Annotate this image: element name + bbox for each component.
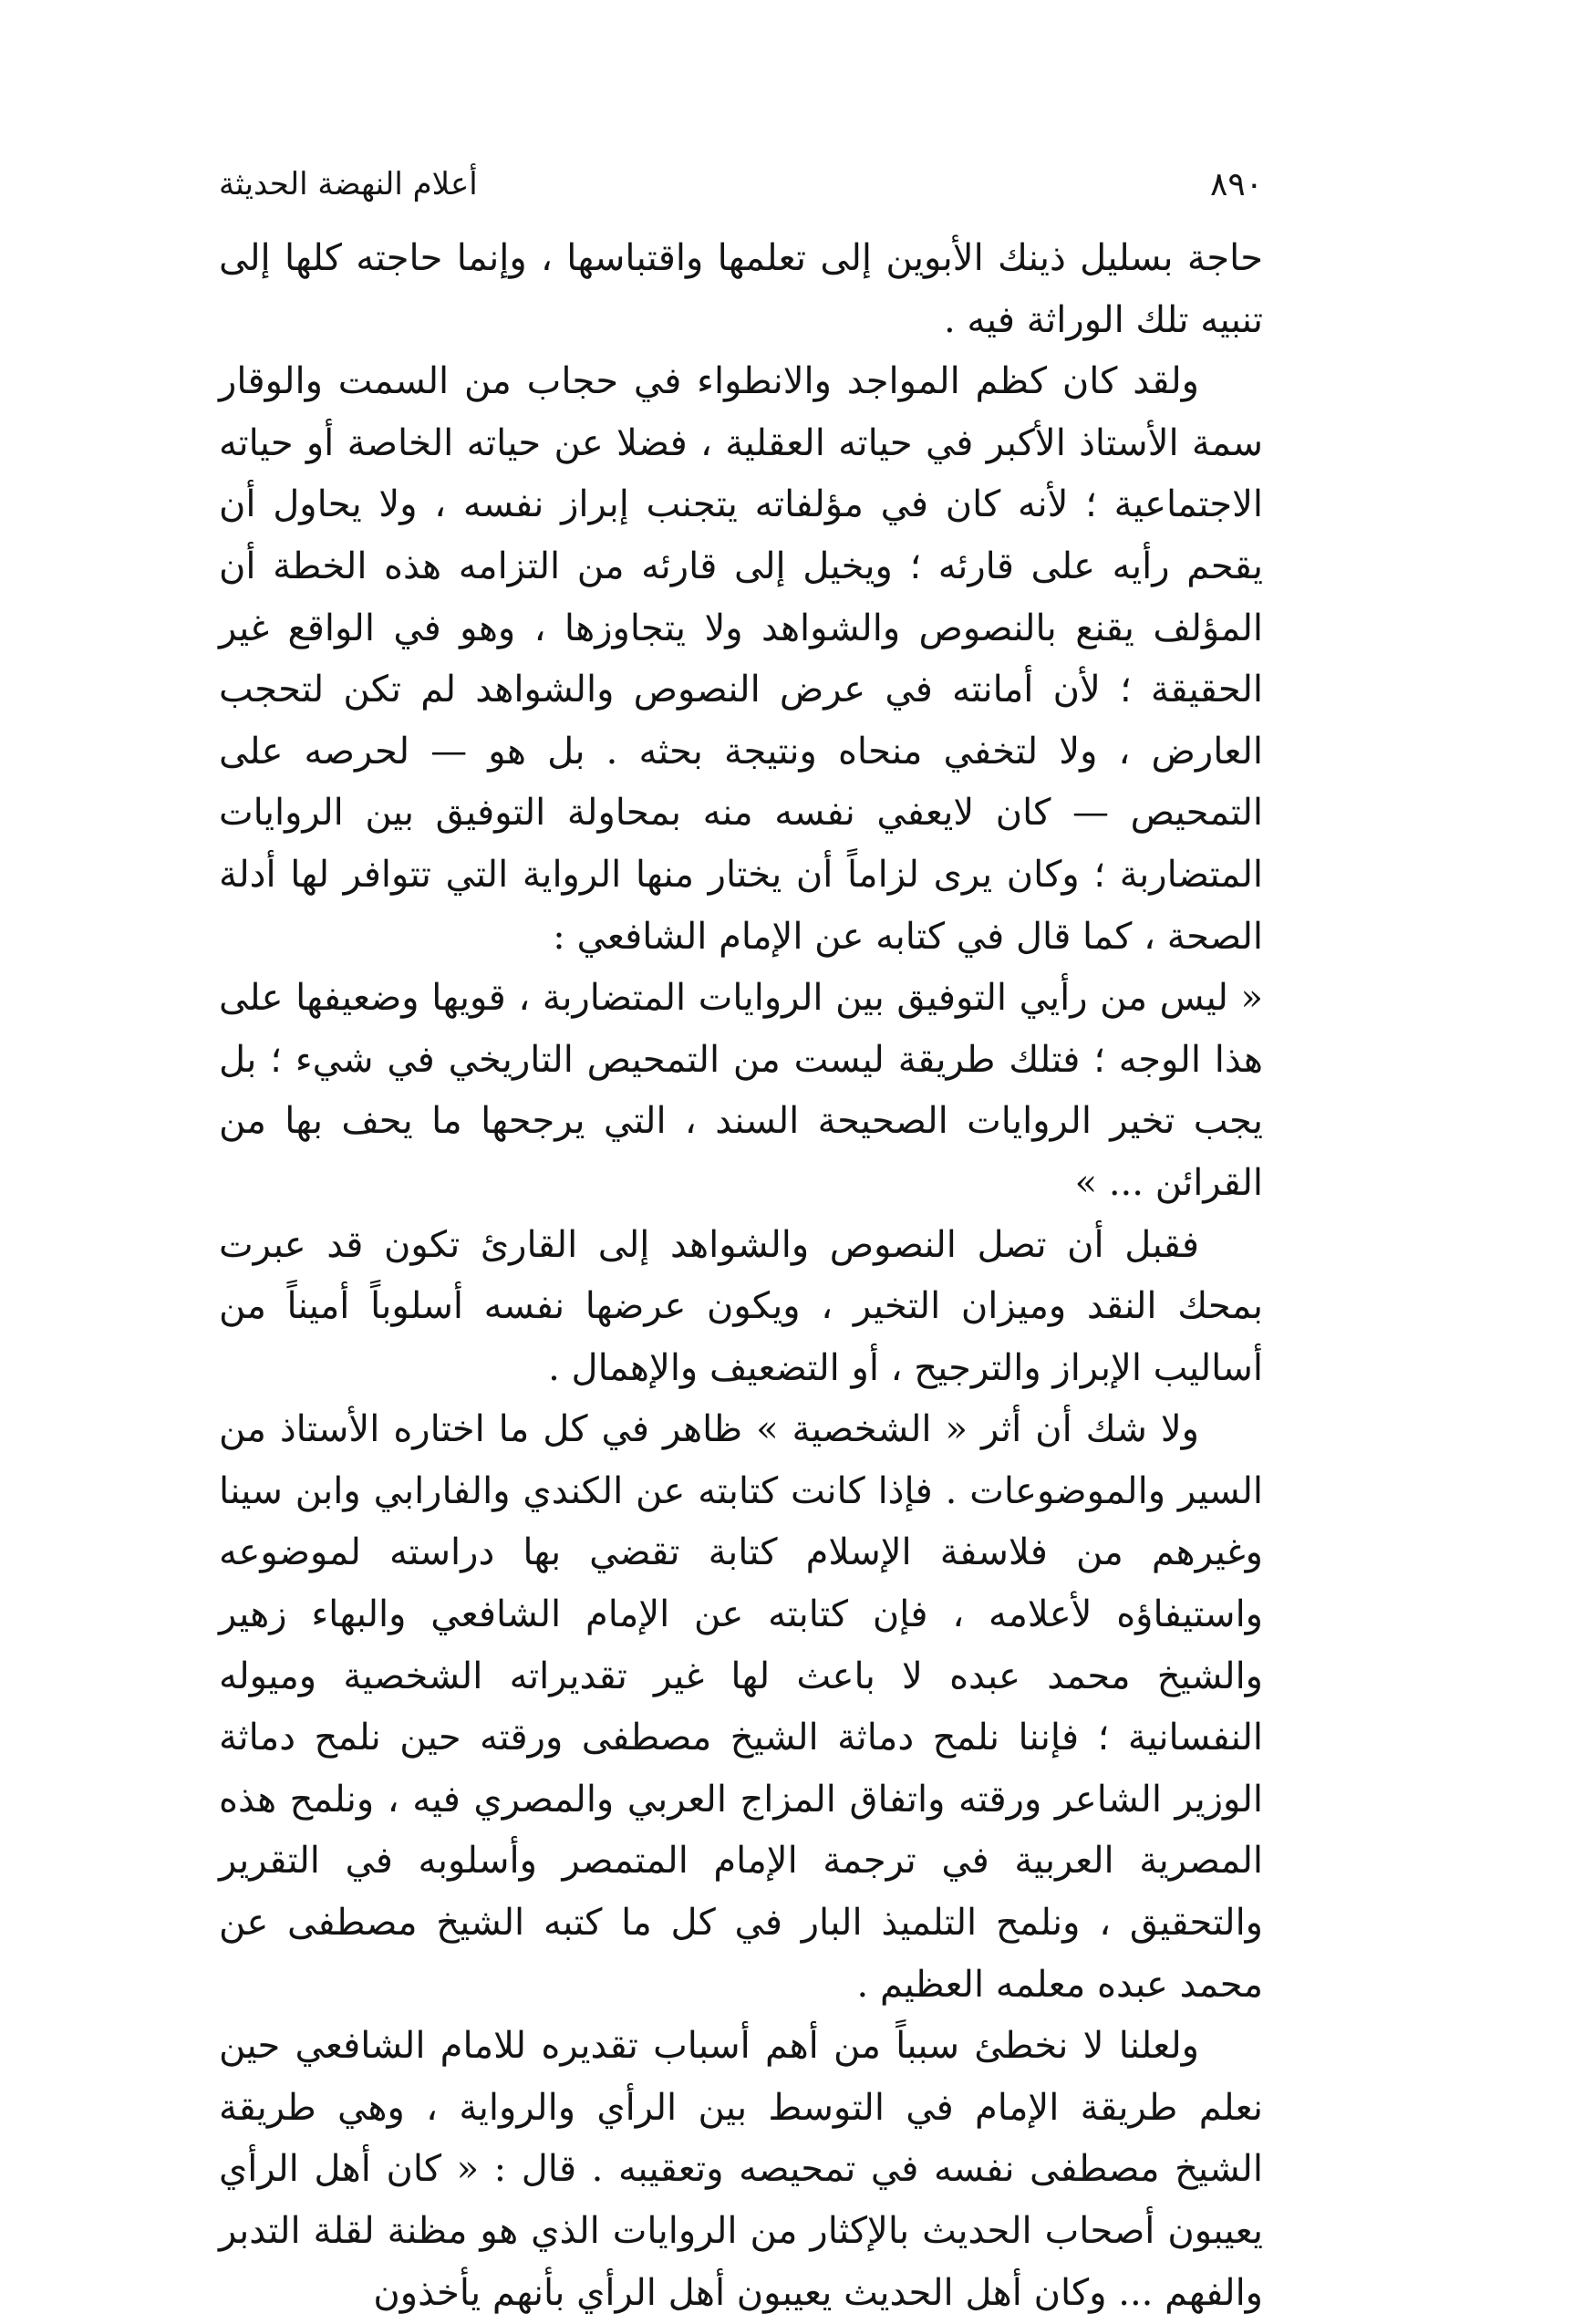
page-header — [219, 157, 1263, 212]
body-text — [219, 228, 1263, 2324]
running-title: أعلام النهضة الحديثة — [219, 166, 478, 202]
paragraph: ولا شك أن أثر « الشخصية » ظاهر في كل ما اختاره الأستاذ من السير والموضوعات . فإذا كانت كتابته عن الكندي والفارابي وابن سينا وغيرهم من فلاسفة الإسلام كتابة تقضي بها دراسته لموضوعه واستيفاؤه لأعلامه ، فإن كتابته عن الإمام الشافعي والبهاء زهير والشيخ محمد عبده لا باعث لها غير تقديراته الشخصية وميوله النفسانية ؛ فإننا نلمح دماثة الشيخ مصطفى ورقته حين نلمح دماثة الوزير الشاعر ورقته واتفاق المزاج العربي والمصري فيه ، ونلمح هذه المصرية العربية في ترجمة الإمام المتمصر وأسلوبه في التقرير والتحقيق ، ونلمح التلميذ البار في كل ما كتبه الشيخ مصطفى عن محمد عبده معلمه العظيم . — [219, 1408, 1263, 2006]
paragraph: ولقد كان كظم المواجد والانطواء في حجاب من السمت والوقار سمة الأستاذ الأكبر في حياته العقلية ، فضلا عن حياته الخاصة أو حياته الاجتماعية ؛ لأنه كان في مؤلفاته يتجنب إبراز نفسه ، ولا يحاول أن يقحم رأيه على قارئه ؛ ويخيل إلى قارئه من التزامه هذه الخطة أن المؤلف يقنع بالنصوص والشواهد ولا يتجاوزها ، وهو في الواقع غير الحقيقة ؛ لأن أمانته في عرض النصوص والشواهد لم تكن لتحجب العارض ، ولا لتخفي منحاه ونتيجة بحثه . بل هو — لحرصه على التمحيص — كان لايعفي نفسه منه بمحاولة التوفيق بين الروايات المتضاربة ؛ وكان يرى لزاماً أن يختار منها الرواية التي تتوافر لها أدلة الصحة ، كما قال في كتابه عن الإمام الشافعي : — [219, 360, 1263, 958]
paragraph: فقبل أن تصل النصوص والشواهد إلى القارئ تكون قد عبرت بمحك النقد وميزان التخير ، ويكون عرضها نفسه أسلوباً أميناً من أساليب الإبراز والترجيح ، أو التضعيف والإهمال . — [219, 1223, 1263, 1389]
paragraph: حاجة بسليل ذينك الأبوين إلى تعلمها واقتباسها ، وإنما حاجته كلها إلى تنبيه تلك الوراثة فيه . — [219, 237, 1263, 341]
page-number: ٨٩٠ — [1209, 165, 1263, 203]
quote-paragraph: « ليس من رأيي التوفيق بين الروايات المتضاربة ، قويها وضعيفها على هذا الوجه ؛ فتلك طريقة ليست من التمحيص التاريخي في شيء ؛ بل يجب تخير الروايات الصحيحة السند ، التي يرجحها ما يحف بها من القرائن ... » — [219, 977, 1263, 1204]
paragraph: ولعلنا لا نخطئ سبباً من أهم أسباب تقديره للامام الشافعي حين نعلم طريقة الإمام في التوسط بين الرأي والرواية ، وهي طريقة الشيخ مصطفى نفسه في تمحيصه وتعقيبه . قال : « كان أهل الرأي يعيبون أصحاب الحديث بالإكثار من الروايات الذي هو مظنة لقلة التدبر والفهم ... وكان أهل الحديث يعيبون أهل الرأي بأنهم يأخذون — [219, 2025, 1263, 2314]
